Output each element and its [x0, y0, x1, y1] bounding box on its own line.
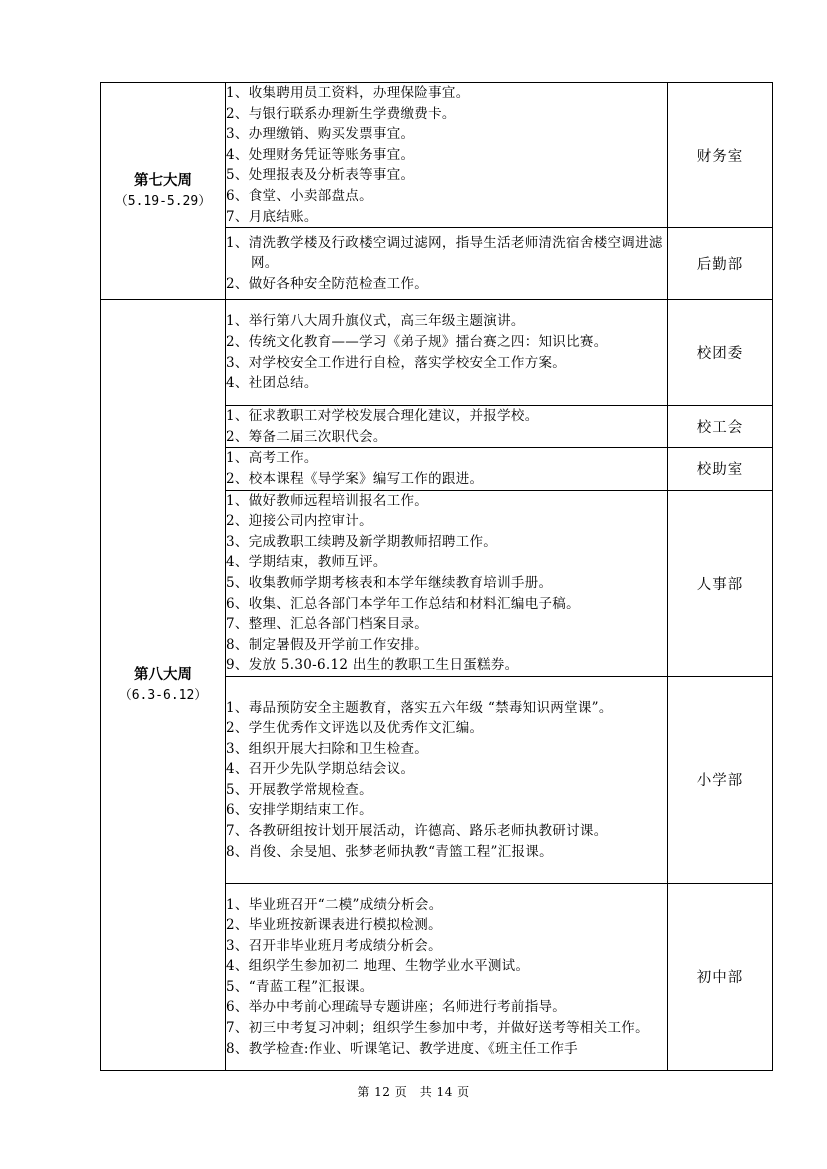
task-list — [226, 311, 667, 393]
task-list-cell — [226, 883, 668, 1070]
task-item: 4、社团总结。 — [226, 375, 318, 392]
department-cell: 小学部 — [668, 676, 773, 883]
task-item: 1、举行第八大周升旗仪式，高三年级主题演讲。 — [226, 313, 525, 330]
task-list — [226, 491, 667, 676]
week-range: （5.19-5.29） — [114, 194, 212, 210]
task-item: 1、征求教职工对学校发展合理化建议，并报学校。 — [226, 408, 539, 425]
task-item: 5、处理报表及分析表等事宜。 — [226, 167, 415, 184]
task-item: 6、食堂、小卖部盘点。 — [226, 187, 373, 204]
task-item: 4、学期结束，教师互评。 — [226, 554, 387, 571]
task-item: 7、整理、汇总各部门档案目录。 — [226, 616, 429, 633]
department-cell: 财务室 — [668, 83, 773, 228]
task-item: 2、学生优秀作文评选以及优秀作文汇编。 — [226, 720, 484, 737]
task-list-cell — [226, 300, 668, 406]
task-item: 3、对学校安全工作进行自检，落实学校安全工作方案。 — [226, 354, 567, 371]
task-list-cell — [226, 490, 668, 676]
task-list-cell — [226, 406, 668, 448]
task-item: 3、召开非毕业班月考成绩分析会。 — [226, 937, 442, 954]
task-item: 2、迎接公司内控审计。 — [226, 513, 373, 530]
task-item: 5、收集教师学期考核表和本学年继续教育培训手册。 — [226, 574, 553, 591]
task-item: 8、制定暑假及开学前工作安排。 — [226, 636, 429, 653]
task-list — [226, 83, 667, 227]
week-cell — [101, 300, 226, 1071]
task-list — [226, 698, 667, 863]
task-item: 2、筹备二届三次职代会。 — [226, 428, 387, 445]
task-item: 4、召开少先队学期总结会议。 — [226, 761, 415, 778]
task-list — [226, 448, 667, 489]
department-cell: 校助室 — [668, 448, 773, 490]
task-item: 8、肖俊、余旻旭、张梦老师执教“青篮工程”汇报课。 — [226, 843, 553, 860]
task-list-cell — [226, 228, 668, 300]
department-cell: 初中部 — [668, 883, 773, 1070]
task-list-cell — [226, 83, 668, 228]
department-cell: 后勤部 — [668, 228, 773, 300]
week-range: （6.3-6.12） — [118, 688, 208, 704]
task-item: 4、处理财务凭证等账务事宜。 — [226, 146, 415, 163]
task-item: 3、办理缴销、购买发票事宜。 — [226, 126, 415, 143]
task-list-cell — [226, 448, 668, 490]
task-item: 3、完成教职工续聘及新学期教师招聘工作。 — [226, 533, 498, 550]
task-item: 1、收集聘用员工资料，办理保险事宜。 — [226, 85, 470, 101]
task-item: 1、做好教师远程培训报名工作。 — [226, 492, 429, 509]
task-item: 1、清洗教学楼及行政楼空调过滤网，指导生活老师清洗宿舍楼空调进滤网。 — [226, 234, 663, 272]
task-list — [226, 406, 667, 447]
task-item: 7、各教研组按计划开展活动，许德高、路乐老师执教研讨课。 — [226, 823, 608, 840]
task-item: 2、与银行联系办理新生学费缴费卡。 — [226, 105, 456, 122]
task-item: 1、毒品预防安全主题教育，落实五六年级 “禁毒知识两堂课”。 — [226, 699, 613, 716]
task-item: 2、毕业班按新课表进行模拟检测。 — [226, 917, 442, 934]
task-item: 9、发放 5.30-6.12 出生的教职工生日蛋糕券。 — [226, 657, 519, 674]
schedule-table — [100, 82, 773, 1071]
task-item: 8、教学检查:作业、听课笔记、教学进度、《班主任工作手 — [226, 1040, 578, 1057]
task-item: 4、组织学生参加初二 地理、生物学业水平测试。 — [226, 958, 530, 975]
task-item: 5、“青蓝工程”汇报课。 — [226, 978, 374, 995]
page-footer: 第 12 页 共 14 页 — [357, 1085, 470, 1099]
task-item: 2、做好各种安全防范检查工作。 — [226, 275, 429, 292]
department-cell: 校工会 — [668, 406, 773, 448]
task-item: 6、安排学期结束工作。 — [226, 802, 373, 819]
week-title: 第七大周 — [134, 173, 192, 190]
task-list — [226, 895, 667, 1060]
week-cell — [101, 83, 226, 300]
table-row — [101, 300, 773, 406]
task-item: 7、月底结账。 — [226, 208, 318, 225]
task-item: 2、校本课程《导学案》编写工作的跟进。 — [226, 470, 484, 487]
task-item: 7、初三中考复习冲刺；组织学生参加中考，并做好送考等相关工作。 — [226, 1020, 649, 1037]
department-cell: 人事部 — [668, 490, 773, 676]
task-list-cell — [226, 676, 668, 883]
department-cell: 校团委 — [668, 300, 773, 406]
task-item: 1、高考工作。 — [226, 450, 318, 467]
task-item: 6、举办中考前心理疏导专题讲座；名师进行考前指导。 — [226, 999, 567, 1016]
task-item: 5、开展教学常规检查。 — [226, 781, 373, 798]
table-row — [101, 83, 773, 228]
task-list — [226, 233, 667, 295]
week-title: 第八大周 — [134, 667, 192, 684]
task-item: 6、收集、汇总各部门本学年工作总结和材料汇编电子稿。 — [226, 595, 580, 612]
task-item: 3、组织开展大扫除和卫生检查。 — [226, 740, 429, 757]
task-item: 2、传统文化教育——学习《弟子规》擂台赛之四：知识比赛。 — [226, 334, 608, 351]
task-item: 1、毕业班召开“二模”成绩分析会。 — [226, 896, 443, 913]
